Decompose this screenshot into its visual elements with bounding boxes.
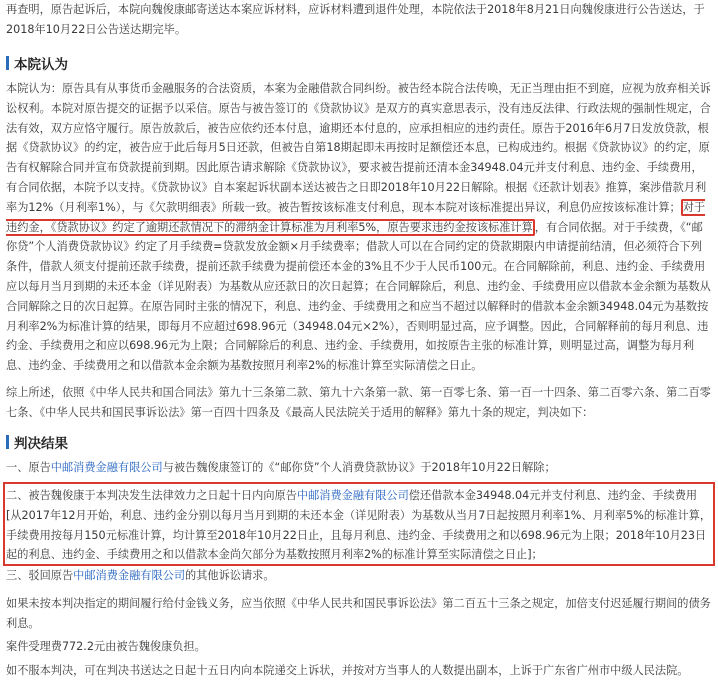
judgment-text: 三、驳回原告 bbox=[6, 569, 74, 582]
section-heading-court-opinion bbox=[6, 53, 68, 73]
company-link[interactable]: 中邮消费金融有限公司 bbox=[296, 489, 409, 502]
opinion-text-part2: ，有合同依据。对于手续费，《“邮你贷”个人消费贷款协议》约定了月手续费=贷款发放金额×月手续费率；借款人可以在合同约定的贷款期限内申请提前结清，但必须符合下列条件，借款人须支付提前还款手续费，提前还款手续费为提前偿还本金的3%且不少于人民币100元。在合同解除前，利息、违约金、手续费用应以每月当月到期的未还本金（详见附表）为基数从应还款日的次日起算；在合同解除后，利息、违约金、手续费用应以借款本金余额为基数从合同解除之日的次日起算。在原告同时主张的情况下，利息、违约金、手续费用之和应当不超过以解释时的借款本金余额34948.04元为基数按月利率2%为标准计算的结果，即每月不应超过698.96元（34948.04元×2%），否则明显过高，应予调整。因此，合同解释前的每月利息、违约金、手续费用之和应以698.96元为上限；合同解除后的利息、违约金、手续费用，如按原告主张的标准计算，则明显过高，调整为每月利息、违约金、手续费用之和以借款本金余额为基数按照月利率2%的标准计算至实际清偿之日止。 bbox=[6, 220, 711, 373]
section-title: 本院认为 bbox=[14, 57, 68, 73]
judgment-text: 与被告魏俊康签订的《“邮你贷”个人消费贷款协议》于2018年10月22日解除； bbox=[162, 461, 556, 474]
judgment-text: 的其他诉讼请求。 bbox=[185, 569, 275, 582]
company-link[interactable]: 中邮消费金融有限公司 bbox=[50, 461, 163, 474]
judgment-item-3 bbox=[6, 566, 712, 586]
intro-paragraph: 再查明，原告起诉后，本院向魏俊康邮寄送达本案应诉材料，应诉材料遭到退件处理，本院依法于2018年8月21日向魏俊康进行公告送达，于2018年10月22日公告送达期完毕。 bbox=[6, 3, 705, 36]
section-title: 判决结果 bbox=[14, 436, 68, 452]
judgment-item-1 bbox=[6, 458, 712, 478]
opinion-text-part1: 本院认为：原告具有从事货币金融服务的合法资质，本案为金融借款合同纠纷。被告经本院合法传唤，无正当理由拒不到庭，应视为放弃相关诉讼权利。本院对原告提交的证据予以采信。原告与被告签订的《贷款协议》是双方的真实意思表示，没有违反法律、行政法规的强制性规定，合法有效，双方应恪守履行。原告放款后，被告应依约还本付息，逾期还本付息的，应承担相应的违约责任。原告于2016年6月7日发放贷款，根据《贷款协议》的约定，被告应于此后每月5日还款，但被告自第18期起即未再按时足额偿还本息，已构成违约。根据《贷款协议》的约定，原告有权解除合同并宣布贷款提前到期。因此原告请求解除《贷款协议》，要求被告提前还清本金34948.04元并支付利息、违约金、手续费用，有合同依据，本院予以支持。《贷款协议》自本案起诉状副本送达被告之日即2018年10月22日解除。根据《还款计划表》推算，案涉借款月利率为12%（月利率1%），与《欠款明细表》所载一致。被告暂按该标准支付利息，现本本院对该标准提出异议，利息仍应按该标准计算； bbox=[6, 82, 711, 214]
court-opinion-paragraph bbox=[6, 79, 712, 376]
section-marker bbox=[6, 435, 9, 449]
appeal-paragraph: 如不服本判决，可在判决书送达之日起十五日内向本院递交上诉状，并按对方当事人的人数提出副本，上诉于广东省广州市中级人民法院。 bbox=[6, 664, 689, 677]
section-marker bbox=[6, 56, 9, 70]
highlighted-clause: 对于违约金，《贷款协议》约定了逾期还款情况下的滞纳金计算标准为月利率5%，原告要求违约金按该标准计算 bbox=[6, 200, 706, 234]
judgment-text: 一、原告 bbox=[6, 461, 51, 474]
delay-interest-paragraph: 如果未按本判决指定的期间履行给付金钱义务，应当依照《中华人民共和国民事诉讼法》第二百五十三条之规定，加倍支付迟延履行期间的债务利息。 bbox=[6, 597, 711, 630]
court-fee-paragraph: 案件受理费772.2元由被告魏俊康负担。 bbox=[6, 640, 206, 653]
section-heading-judgment bbox=[6, 432, 68, 452]
judgment-text: 二、被告魏俊康于本判决发生法律效力之日起十日内向原告 bbox=[6, 489, 297, 502]
summary-paragraph: 综上所述，依照《中华人民共和国合同法》第九十三条第二款、第九十六条第一款、第一百零七条、第一百一十四条、第二百零六条、第二百零七条、《中华人民共和国民事诉讼法》第一百四十四条及《最高人民法院关于适用的解释》第九十条的规定，判决如下： bbox=[6, 386, 711, 419]
judgment-text: 偿还借款本金34948.04元并支付利息、违约金、手续费用[从2017年12月开始，利息、违约金分别以每月当月到期的未还本金（详见附表）为基数从当月7日起按照月利率1%、月利率5%的标准计算，手续费用按每月150元标准计算，均计算至2018年10月22日止，且每月利息、违约金、手续费用之和以698.96元为上限；2018年10月23日起的利息、违约金、手续费用之和以借款本金尚欠部分为基数按照月利率2%的标准计算至实际清偿之日止]； bbox=[6, 489, 712, 562]
company-link[interactable]: 中邮消费金融有限公司 bbox=[73, 569, 186, 582]
judgment-item-2 bbox=[6, 486, 712, 565]
